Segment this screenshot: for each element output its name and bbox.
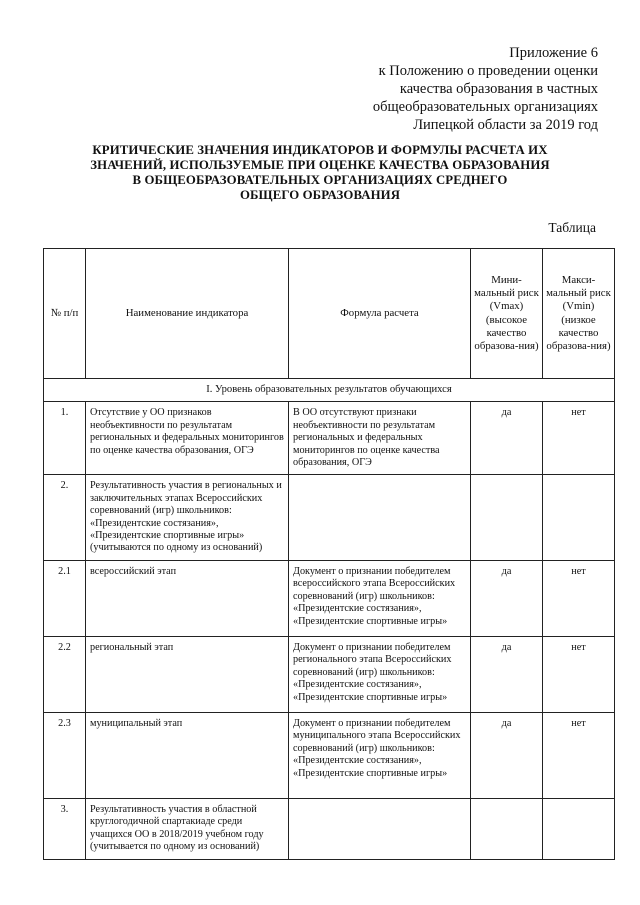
table-row xyxy=(44,636,615,712)
appendix-line: качества образования в частных xyxy=(399,81,598,97)
table-header-row xyxy=(44,249,615,379)
title-line: ЗНАЧЕНИЙ, ИСПОЛЬЗУЕМЫЕ ПРИ ОЦЕНКЕ КАЧЕСТВА ОБРАЗОВАНИЯ xyxy=(90,158,550,172)
row-formula: В ОО отсутствуют признаки необъективности по результатам региональных и федеральных мониторингов по оценке качества образования, ОГЭ xyxy=(289,402,471,475)
row-name: Отсутствие у ОО признаков необъективности по результатам региональных и федеральных мониторингов по оценке качества образования, ОГЭ xyxy=(86,402,289,475)
header-name: Наименование индикатора xyxy=(86,249,289,379)
table-row xyxy=(44,712,615,798)
row-num: 2.3 xyxy=(44,712,86,798)
section-row xyxy=(44,379,615,402)
section-title: I. Уровень образовательных результатов обучающихся xyxy=(44,379,615,402)
row-max xyxy=(543,798,615,859)
row-formula xyxy=(289,798,471,859)
document-title xyxy=(70,143,570,203)
title-line: КРИТИЧЕСКИЕ ЗНАЧЕНИЯ ИНДИКАТОРОВ И ФОРМУЛЫ РАСЧЕТА ИХ xyxy=(92,143,548,157)
indicators-table xyxy=(43,248,615,860)
row-name: региональный этап xyxy=(86,636,289,712)
row-num: 1. xyxy=(44,402,86,475)
row-name: Результативность участия в региональных и заключительных этапах Всероссийских соревнований (игр) школьников: «Президентские состязания», «Президентские спортивные игры» (учитываются по одному из оснований) xyxy=(86,475,289,560)
table-row xyxy=(44,798,615,859)
row-name: муниципальный этап xyxy=(86,712,289,798)
row-name: Результативность участия в областной круглогодичной спартакиаде среди учащихся ОО в 2018/2019 учебном году (учитывается по одному из оснований) xyxy=(86,798,289,859)
title-line: В ОБЩЕОБРАЗОВАТЕЛЬНЫХ ОРГАНИЗАЦИЯХ СРЕДНЕГО xyxy=(132,173,508,187)
row-formula: Документ о признании победителем регионального этапа Всероссийских соревнований (игр) школьников: «Президентские состязания», «Президентские спортивные игры» xyxy=(289,636,471,712)
row-min xyxy=(471,798,543,859)
row-max xyxy=(543,475,615,560)
table-label: Таблица xyxy=(548,220,596,235)
header-formula: Формула расчета xyxy=(289,249,471,379)
row-num: 3. xyxy=(44,798,86,859)
row-min xyxy=(471,475,543,560)
appendix-line: Приложение 6 xyxy=(509,45,598,61)
row-min: да xyxy=(471,402,543,475)
row-num: 2. xyxy=(44,475,86,560)
row-max: нет xyxy=(543,560,615,636)
appendix-header xyxy=(298,44,598,134)
row-max: нет xyxy=(543,712,615,798)
appendix-line: общеобразовательных организациях xyxy=(372,99,598,115)
row-min: да xyxy=(471,560,543,636)
table-row xyxy=(44,560,615,636)
row-num: 2.2 xyxy=(44,636,86,712)
row-min: да xyxy=(471,712,543,798)
row-formula: Документ о признании победителем муниципального этапа Всероссийских соревнований (игр) школьников: «Президентские состязания», «Президентские спортивные игры» xyxy=(289,712,471,798)
row-max: нет xyxy=(543,402,615,475)
appendix-line: Липецкой области за 2019 год xyxy=(413,117,598,133)
row-min: да xyxy=(471,636,543,712)
row-name: всероссийский этап xyxy=(86,560,289,636)
row-num: 2.1 xyxy=(44,560,86,636)
header-max-risk: Макси-мальный риск (Vmin) (низкое качество образова-ния) xyxy=(543,249,615,379)
appendix-line: к Положению о проведении оценки xyxy=(378,63,598,79)
row-formula: Документ о признании победителем всероссийского этапа Всероссийских соревнований (игр) школьников: «Президентские состязания», «Президентские спортивные игры» xyxy=(289,560,471,636)
row-max: нет xyxy=(543,636,615,712)
table-row xyxy=(44,475,615,560)
title-line: ОБЩЕГО ОБРАЗОВАНИЯ xyxy=(239,188,401,202)
row-formula xyxy=(289,475,471,560)
table-row xyxy=(44,402,615,475)
header-num: № п/п xyxy=(44,249,86,379)
header-min-risk: Мини-мальный риск (Vmax) (высокое качество образова-ния) xyxy=(471,249,543,379)
